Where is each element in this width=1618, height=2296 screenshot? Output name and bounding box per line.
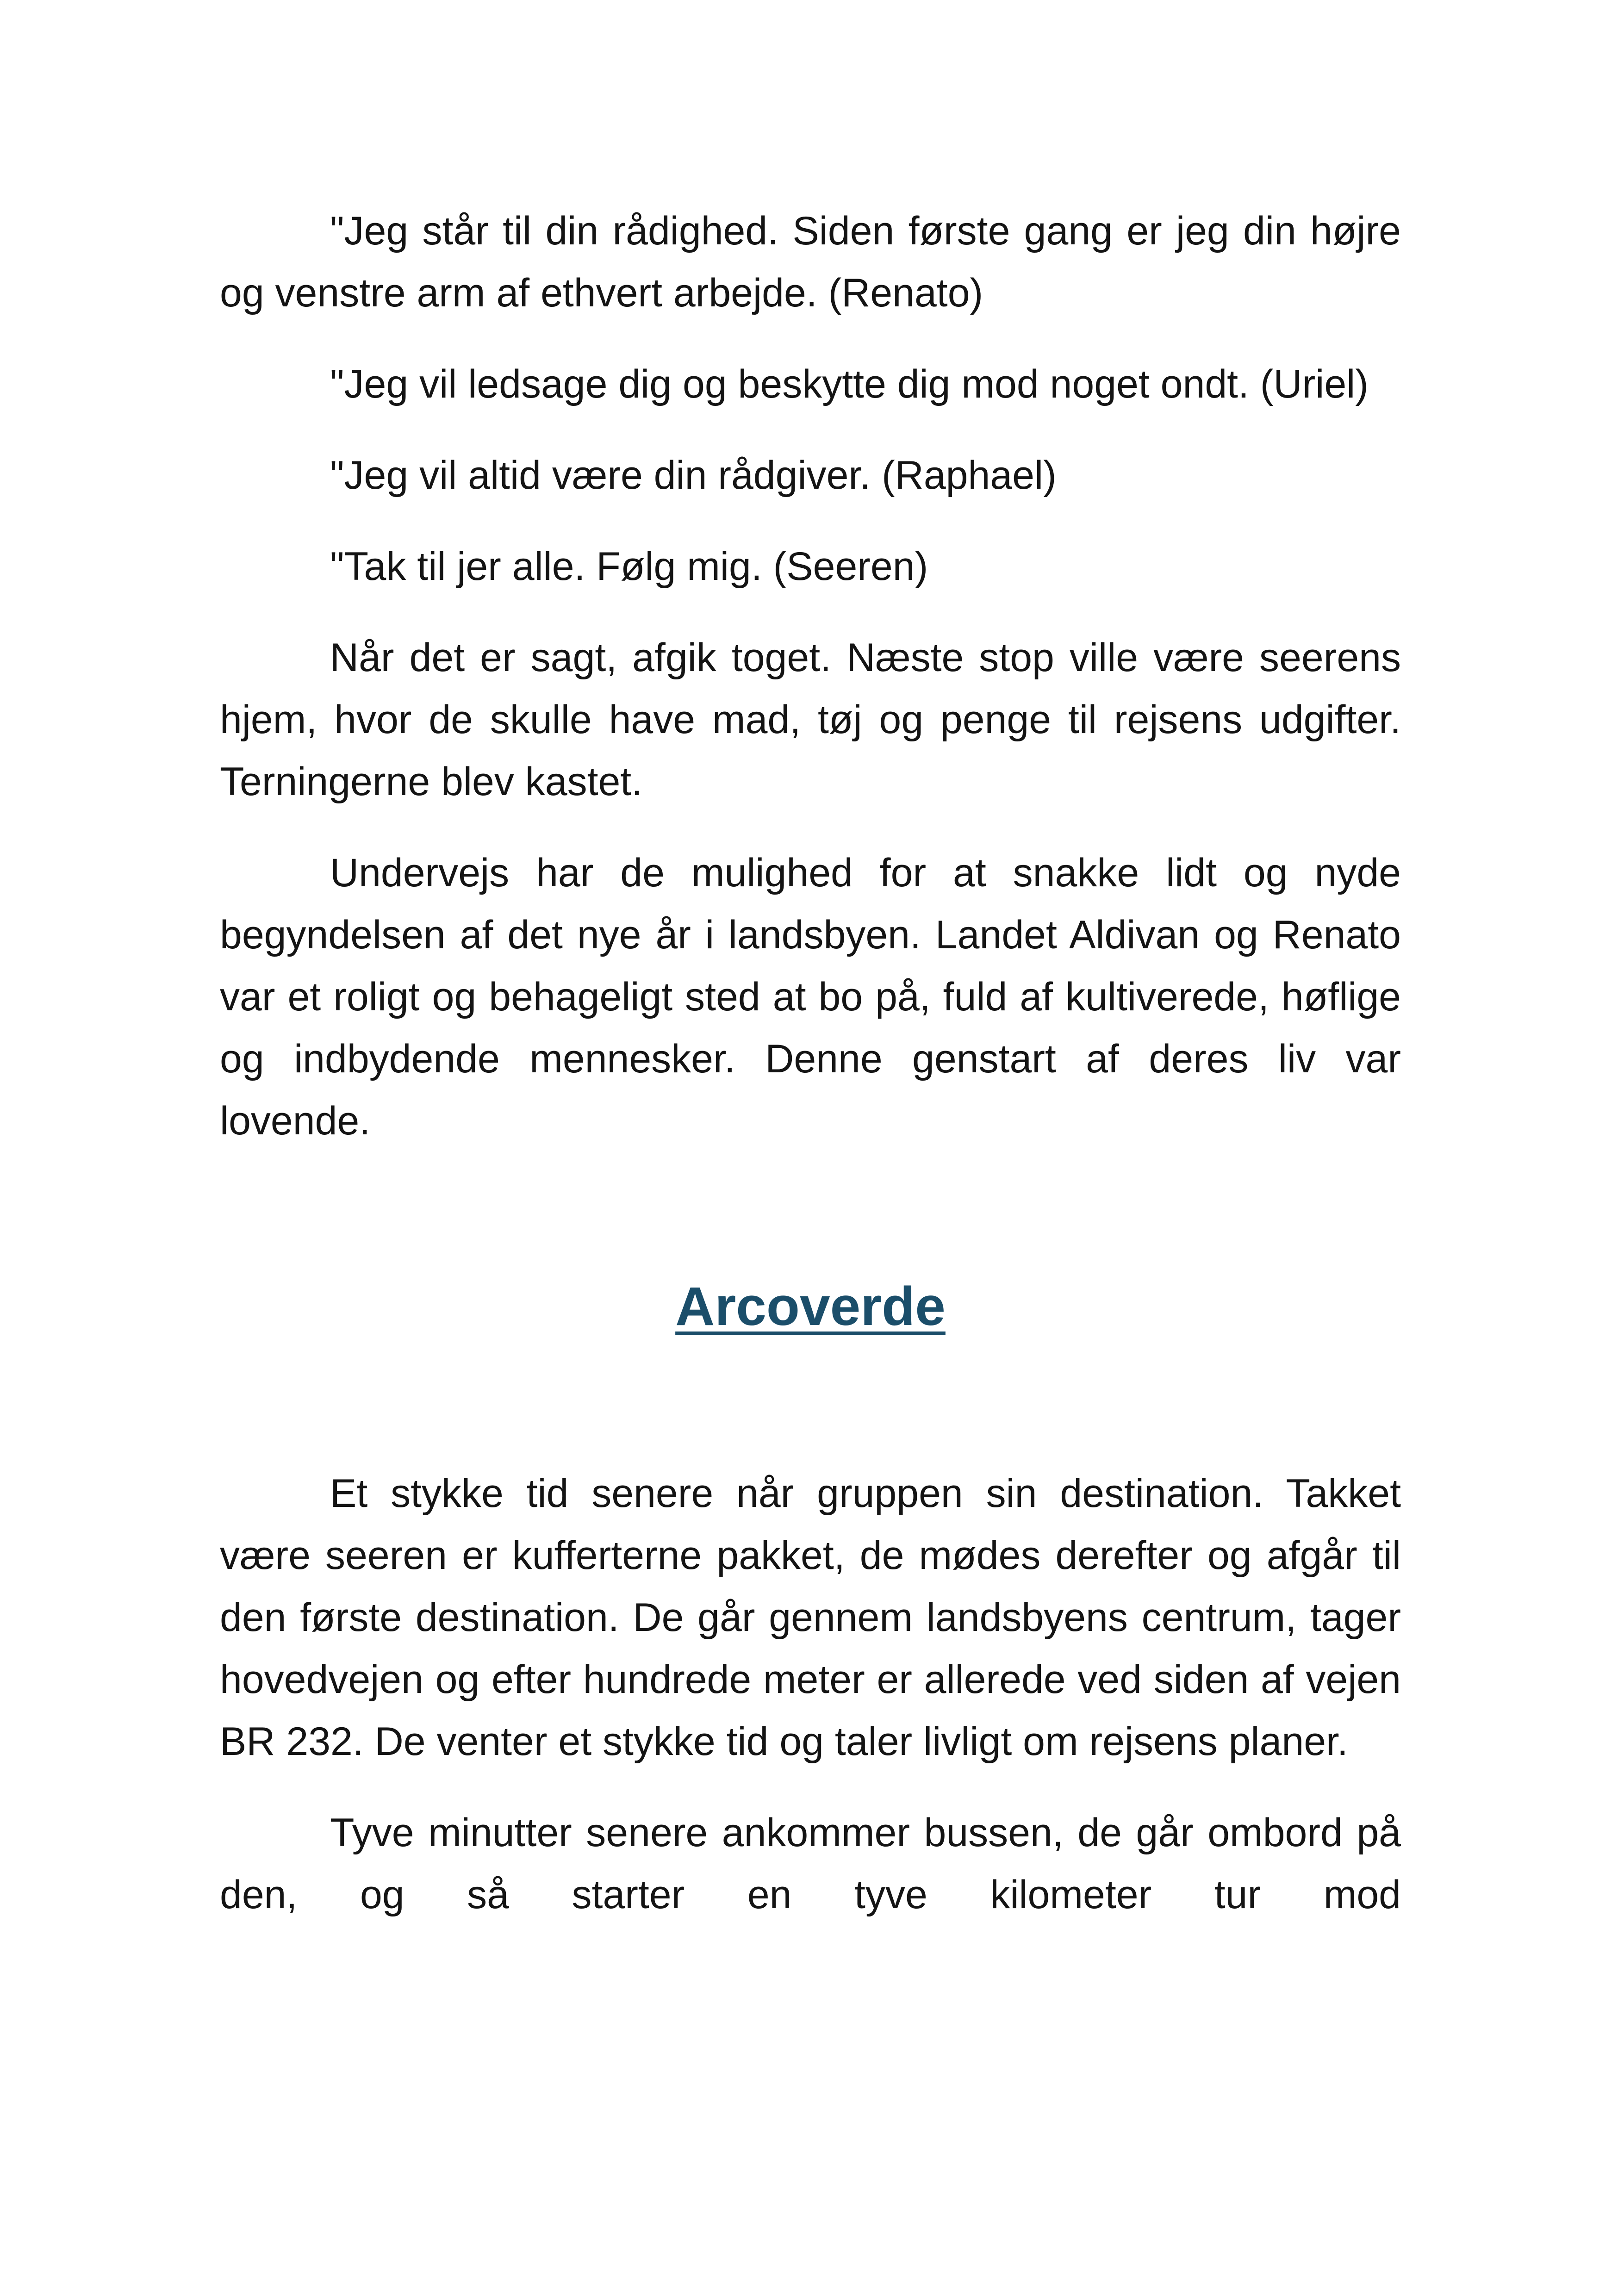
body-paragraph: Et stykke tid senere når gruppen sin destination. Takket være seeren er kufferterne pakket, de mødes derefter og afgår til den første destination. De går gennem landsbyens centrum, tager hovedvejen og efter hundrede meter er allerede ved siden af vejen BR 232. De venter et stykke tid og taler livligt om rejsens planer. [220, 1471, 1401, 1764]
body-paragraph-continued: Tyve minutter senere ankommer bussen, de går ombord på den, og så starter en tyve kilometer tur mod [220, 1811, 1401, 1917]
body-paragraph: Undervejs har de mulighed for at snakke lidt og nyde begyndelsen af det nye år i landsbyen. Landet Aldivan og Renato var et roligt og behageligt sted at bo på, fuld af kultiverede, høflige og indbydende mennesker. Denne genstart af deres liv var lovende. [220, 851, 1401, 1143]
dialogue-paragraph-uriel: "Jeg vil ledsage dig og beskytte dig mod noget ondt. (Uriel) [330, 362, 1369, 406]
chapter-heading: Arcoverde [675, 1276, 946, 1337]
dialogue-paragraph-raphael: "Jeg vil altid være din rådgiver. (Raphael) [330, 453, 1057, 498]
page-body [220, 200, 1401, 1955]
body-paragraph: Når det er sagt, afgik toget. Næste stop ville være seerens hjem, hvor de skulle have mad, tøj og penge til rejsens udgifter. Terningerne blev kastet. [220, 635, 1401, 804]
dialogue-paragraph-renato: "Jeg står til din rådighed. Siden første gang er jeg din højre og venstre arm af ethvert arbejde. (Renato) [220, 209, 1401, 315]
dialogue-paragraph-seeren: "Tak til jer alle. Følg mig. (Seeren) [330, 544, 928, 589]
